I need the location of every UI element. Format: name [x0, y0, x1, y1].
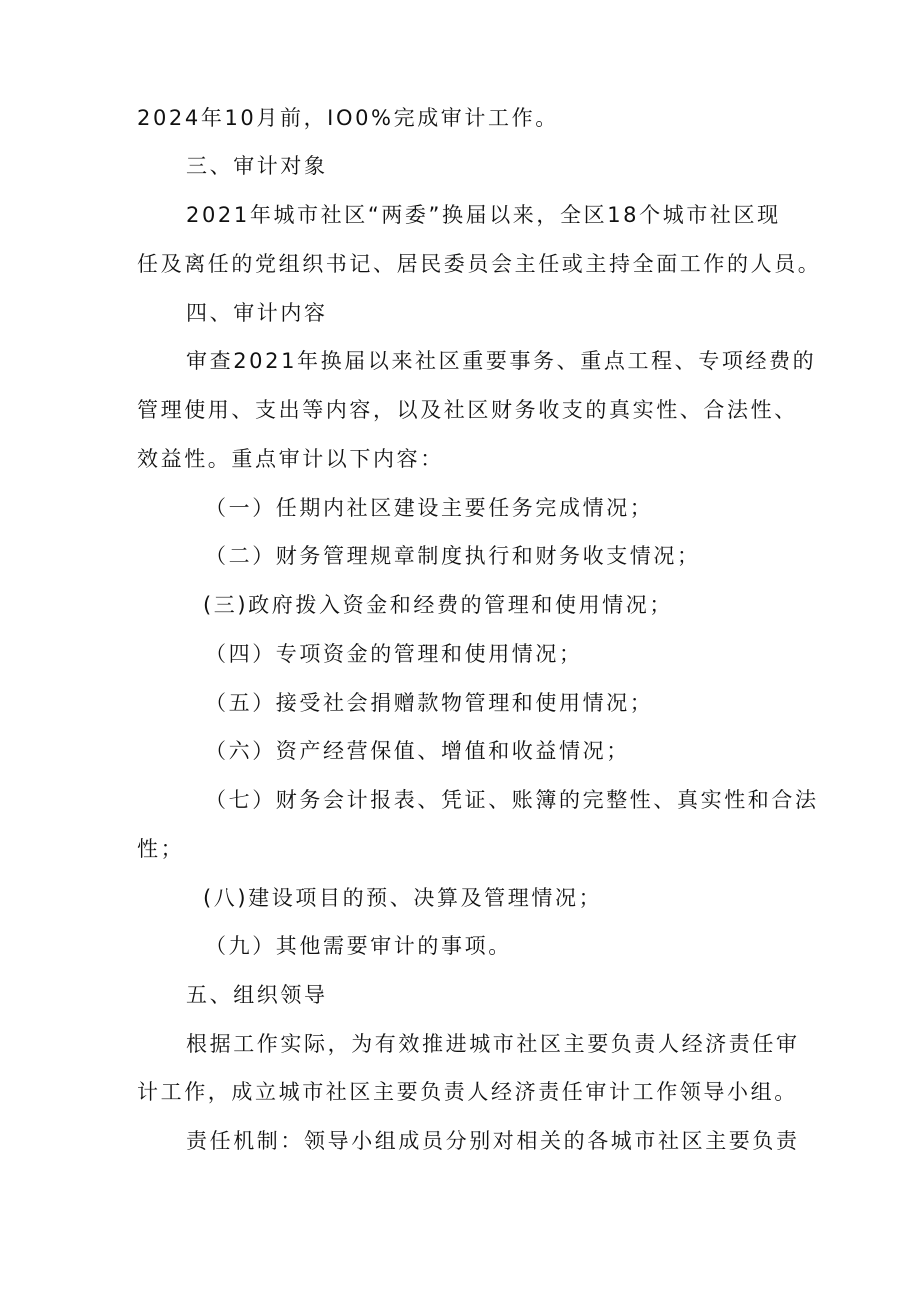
list-item-6: （六）资产经营保值、增值和收益情况；	[205, 739, 630, 763]
paragraph-audit-object-line-2: 任及离任的党组织书记、居民委员会主任或主持全面工作的人员。	[137, 252, 822, 276]
paragraph-audit-content-line-1: 审查2021年换届以来社区重要事务、重点工程、专项经费的	[186, 349, 817, 373]
list-item-3: (三)政府拨入资金和经费的管理和使用情况；	[203, 593, 673, 617]
list-item-9: （九）其他需要审计的事项。	[205, 934, 512, 958]
heading-organization: 五、组织领导	[186, 983, 328, 1007]
list-item-8: (八)建设项目的预、决算及管理情况；	[203, 886, 603, 910]
paragraph-organization-line-1: 根据工作实际，为有效推进城市社区主要负责人经济责任审	[186, 1032, 800, 1056]
paragraph-audit-content-line-2: 管理使用、支出等内容，以及社区财务收支的真实性、合法性、	[137, 398, 798, 422]
heading-audit-content: 四、审计内容	[186, 301, 328, 325]
heading-audit-object: 三、审计对象	[186, 154, 328, 178]
list-item-7-line-2: 性；	[137, 837, 185, 861]
text-line-deadline: 2024年10月前，IO0%完成审计工作。	[137, 106, 559, 130]
list-item-1: （一）任期内社区建设主要任务完成情况；	[205, 496, 654, 520]
paragraph-audit-object-line-1: 2021年城市社区“两委”换届以来，全区18个城市社区现	[186, 203, 781, 227]
list-item-4: （四）专项资金的管理和使用情况；	[205, 642, 583, 666]
paragraph-organization-line-2: 计工作，成立城市社区主要负责人经济责任审计工作领导小组。	[137, 1080, 798, 1104]
paragraph-audit-content-line-3: 效益性。重点审计以下内容：	[137, 447, 444, 471]
list-item-5: （五）接受社会捐赠款物管理和使用情况；	[205, 691, 654, 715]
list-item-7-line-1: （七）财务会计报表、凭证、账簿的完整性、真实性和合法	[205, 788, 819, 812]
paragraph-responsibility-line-1: 责任机制：领导小组成员分别对相关的各城市社区主要负责	[186, 1129, 800, 1153]
list-item-2: （二）财务管理规章制度执行和财务收支情况；	[205, 544, 701, 568]
